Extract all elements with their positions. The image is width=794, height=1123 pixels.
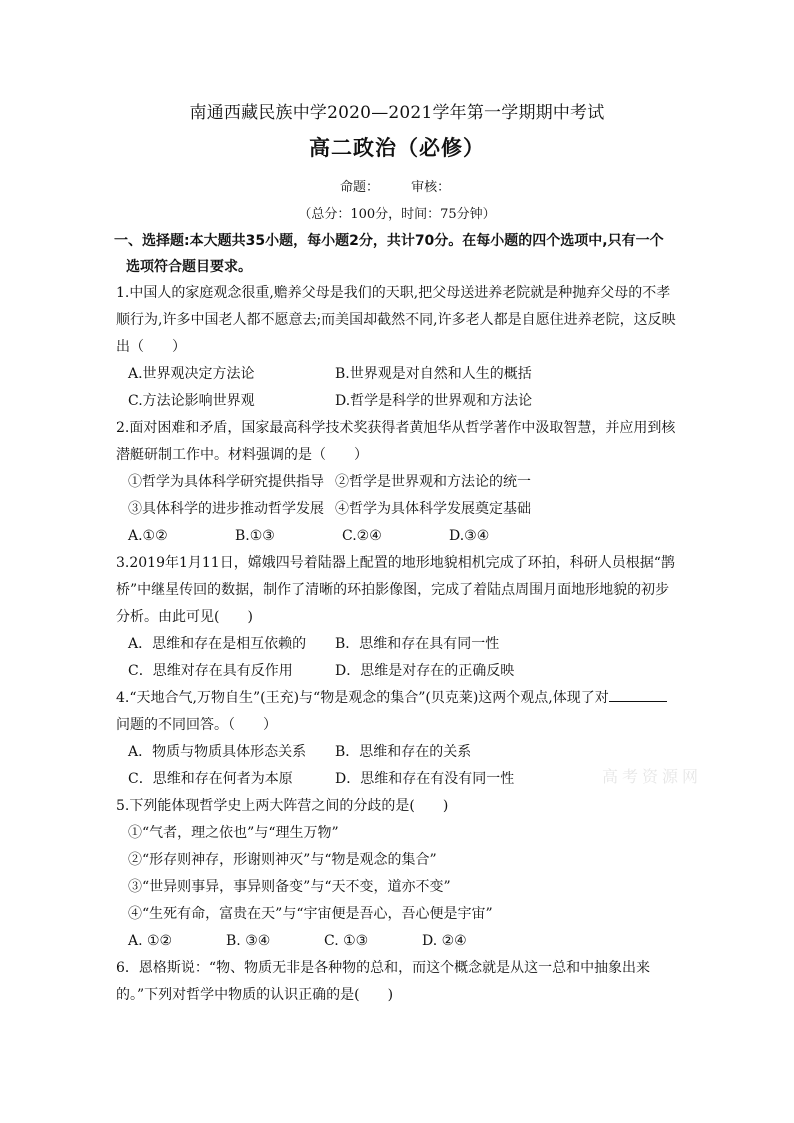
- q1-option-d: D.哲学是科学的世界观和方法论: [335, 393, 533, 409]
- q3-option-b: B．思维和存在具有同一性: [335, 636, 500, 652]
- section-heading: [116, 228, 686, 280]
- q4-fill-blank: [609, 687, 667, 702]
- q3-options-row1: [116, 631, 686, 658]
- q3-option-d: D．思维是对存在的正确反映: [335, 663, 515, 679]
- q5-option-a: A. ①②: [128, 933, 173, 949]
- q4-line2: 问题的不同回答。（ ）: [116, 717, 277, 733]
- q3-line3: 分析。由此可见( ): [116, 609, 253, 625]
- q5-options: [116, 928, 686, 955]
- question-2: [116, 415, 686, 550]
- q2-option-c: C.②④: [342, 528, 382, 544]
- q4-line1-text: 4.“天地合气,万物自生”(王充)与“物是观念的集合”(贝克莱)这两个观点,体现了对: [116, 690, 609, 706]
- q1-options-row1: [116, 361, 686, 388]
- question-3: [116, 550, 686, 685]
- q1-line2: 顺行为,许多中国老人都不愿意去;而美国却截然不同,许多老人都是自愿住进养老院，这反映: [116, 312, 676, 328]
- q5-option-b: B. ③④: [226, 933, 271, 949]
- q2-statement-4: ④哲学为具体科学发展奠定基础: [335, 501, 531, 517]
- q5-statement-2: ②“形存则神存，形谢则神灭”与“物是观念的集合”: [128, 852, 437, 868]
- q5-line1: 5.下列能体现哲学史上两大阵营之间的分歧的是( ): [116, 798, 449, 814]
- q5-statement-1: ①“气者，理之依也”与“理生万物”: [128, 825, 339, 841]
- exam-title: 南通西藏民族中学2020—2021学年第一学期期中考试: [189, 103, 605, 123]
- q1-options-row2: [116, 388, 686, 415]
- q2-statement-1: ①哲学为具体科学研究提供指导: [128, 474, 324, 490]
- reviewer-label: 审核：: [411, 180, 451, 195]
- q1-line1: 1.中国人的家庭观念很重,赡养父母是我们的天职,把父母送进养老院就是种抛弃父母的不孝: [116, 285, 671, 301]
- watermark: 高考资源网: [602, 767, 703, 786]
- exam-subtitle: 高二政治（必修）: [309, 135, 485, 160]
- q2-statements-row1: [116, 469, 686, 496]
- q3-line2: 桥”中继星传回的数据，制作了清晰的环拍影像图，完成了着陆点周围月面地形地貌的初步: [116, 582, 670, 598]
- q2-line1: 2.面对困难和矛盾，国家最高科学技术奖获得者黄旭华从哲学著作中汲取智慧，并应用到核: [116, 420, 676, 436]
- q5-option-c: C. ①③: [324, 933, 369, 949]
- q1-line3: 出（ ）: [116, 339, 186, 355]
- exam-meta: （总分：100分，时间：75分钟）: [298, 207, 496, 222]
- q5-statement-4: ④“生死有命，富贵在天”与“宇宙便是吾心，吾心便是宇宙”: [128, 906, 493, 922]
- q3-option-c: C．思维对存在具有反作用: [128, 663, 293, 679]
- q5-statement-3: ③“世异则事异，事异则备变”与“天不变，道亦不变”: [128, 879, 451, 895]
- q2-option-b: B.①③: [235, 528, 275, 544]
- q4-option-d: D．思维和存在有没有同一性: [335, 771, 515, 787]
- q2-option-d: D.③④: [449, 528, 490, 544]
- exam-content: [116, 228, 686, 1009]
- q6-line1: 6．恩格斯说：“物、物质无非是各种物的总和，而这个概念就是从这一总和中抽象出来: [116, 960, 651, 976]
- section-heading-line1: 一、选择题:本大题共35小题，每小题2分，共计70分。在每小题的四个选项中,只有一个: [114, 233, 664, 249]
- q3-option-a: A．思维和存在是相互依赖的: [128, 636, 307, 652]
- q4-options-row2: [116, 766, 686, 793]
- author-label: 命题：: [340, 180, 380, 195]
- q2-statement-2: ②哲学是世界观和方法论的统一: [335, 474, 531, 490]
- q4-option-a: A．物质与物质具体形态关系: [128, 744, 307, 760]
- q4-option-b: B．思维和存在的关系: [335, 744, 472, 760]
- q4-options-row1: [116, 739, 686, 766]
- q4-line1: [116, 685, 686, 712]
- q1-option-c: C.方法论影响世界观: [128, 393, 255, 409]
- q3-options-row2: [116, 658, 686, 685]
- section-heading-line2: 选项符合题目要求。: [126, 259, 252, 275]
- q1-option-b: B.世界观是对自然和人生的概括: [335, 366, 532, 382]
- q1-option-a: A.世界观决定方法论: [128, 366, 255, 382]
- q4-option-c: C．思维和存在何者为本原: [128, 771, 293, 787]
- q2-line2: 潜艇研制工作中。材料强调的是（ ）: [116, 447, 368, 463]
- q5-option-d: D. ②④: [422, 933, 467, 949]
- q2-statements-row2: [116, 496, 686, 523]
- question-5: [116, 793, 686, 955]
- q2-options: [116, 523, 686, 550]
- question-6: [116, 955, 686, 1009]
- question-1: [116, 280, 686, 415]
- authors-line: [340, 176, 478, 195]
- question-4: [116, 685, 686, 793]
- q2-option-a: A.①②: [128, 528, 168, 544]
- q6-line2: 的。”下列对哲学中物质的认识正确的是( ): [116, 987, 394, 1003]
- q3-line1: 3.2019年1月11日，嫦娥四号着陆器上配置的地形地貌相机完成了环拍，科研人员根据“鹊: [116, 555, 675, 571]
- q2-statement-3: ③具体科学的进步推动哲学发展: [128, 501, 324, 517]
